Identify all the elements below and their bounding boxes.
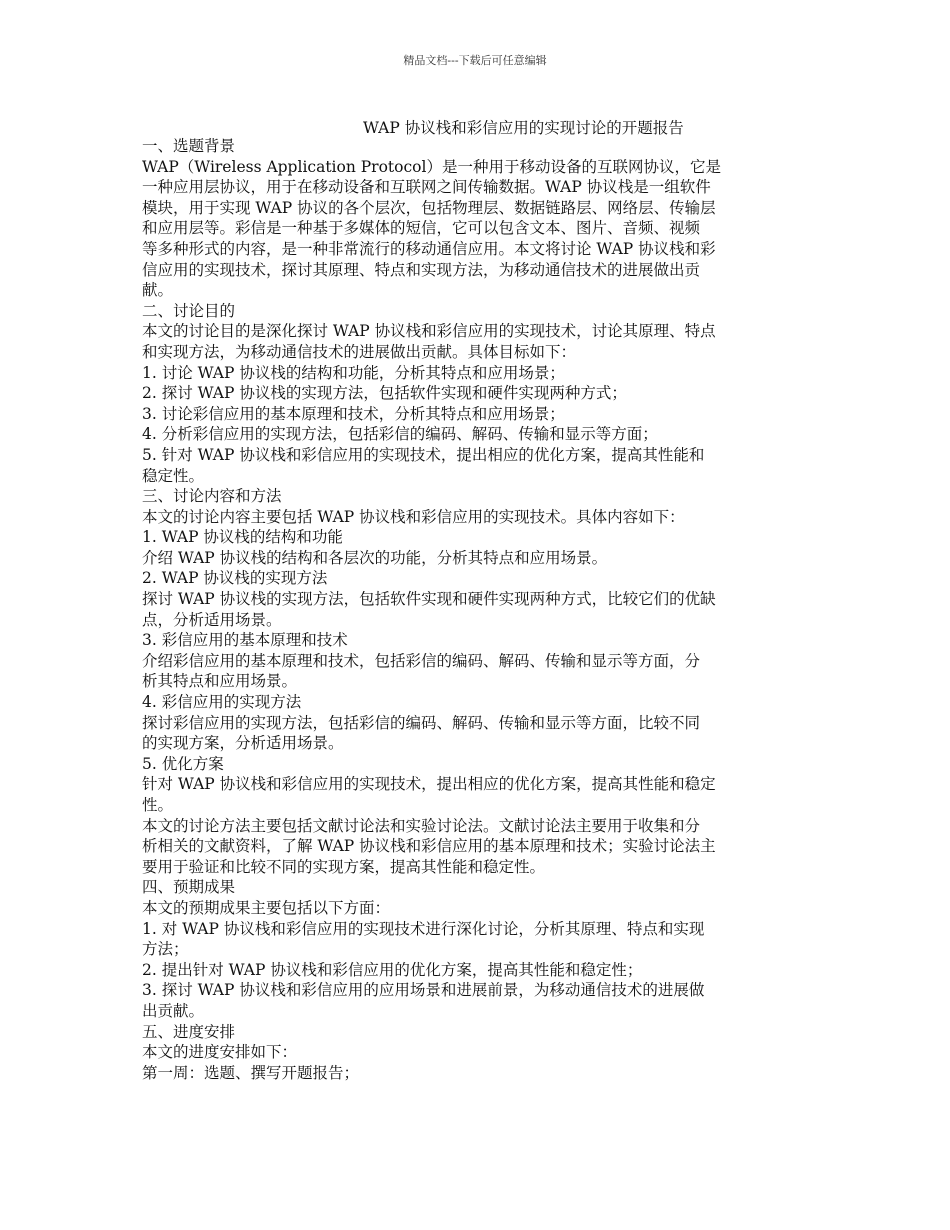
body-line: 方法； bbox=[142, 940, 189, 959]
body-line: 3. 讨论彩信应用的基本原理和技术，分析其特点和应用场景； bbox=[142, 404, 565, 423]
body-line: 1. 对 WAP 协议栈和彩信应用的实现技术进行深化讨论，分析其原理、特点和实现 bbox=[142, 919, 705, 938]
body-line: 四、预期成果 bbox=[142, 878, 236, 897]
body-line: 和实现方法，为移动通信技术的进展做出贡献。具体目标如下： bbox=[142, 342, 577, 361]
body-line: 析其特点和应用场景。 bbox=[142, 672, 298, 691]
body-line: 五、进度安排 bbox=[142, 1022, 236, 1041]
body-line: 1. WAP 协议栈的结构和功能 bbox=[142, 528, 343, 547]
body-line: 等多种形式的内容，是一种非常流行的移动通信应用。本文将讨论 WAP 协议栈和彩 bbox=[142, 239, 716, 258]
body-line: 本文的讨论目的是深化探讨 WAP 协议栈和彩信应用的实现技术，讨论其原理、特点 bbox=[142, 322, 716, 341]
body-line: 本文的预期成果主要包括以下方面： bbox=[142, 898, 391, 917]
body-line: 第一周：选题、撰写开题报告； bbox=[142, 1063, 360, 1082]
body-line: 一、选题背景 bbox=[142, 137, 236, 155]
body-line: WAP（Wireless Application Protocol）是一种用于移动设备的互联网协议，它是 bbox=[142, 157, 721, 176]
document-body bbox=[142, 136, 818, 1083]
body-line: 探讨彩信应用的实现方法，包括彩信的编码、解码、传输和显示等方面，比较不同 bbox=[142, 713, 701, 732]
body-line: 针对 WAP 协议栈和彩信应用的实现技术，提出相应的优化方案，提高其性能和稳定 bbox=[142, 775, 716, 794]
body-line: 本文的讨论内容主要包括 WAP 协议栈和彩信应用的实现技术。具体内容如下： bbox=[142, 507, 685, 526]
body-line: 1. 讨论 WAP 协议栈的结构和功能，分析其特点和应用场景； bbox=[142, 363, 565, 382]
body-line: 介绍 WAP 协议栈的结构和各层次的功能，分析其特点和应用场景。 bbox=[142, 548, 608, 567]
body-line: 2. WAP 协议栈的实现方法 bbox=[142, 569, 328, 588]
body-line: 2. 探讨 WAP 协议栈的实现方法，包括软件实现和硬件实现两种方式； bbox=[142, 384, 627, 403]
body-line: 3. 彩信应用的基本原理和技术 bbox=[142, 631, 348, 650]
body-line: 4. 分析彩信应用的实现方法，包括彩信的编码、解码、传输和显示等方面； bbox=[142, 425, 658, 444]
body-line: 一种应用层协议，用于在移动设备和互联网之间传输数据。WAP 协议栈是一组软件 bbox=[142, 178, 711, 197]
body-line: 探讨 WAP 协议栈的实现方法，包括软件实现和硬件实现两种方式，比较它们的优缺 bbox=[142, 590, 716, 609]
body-line: 稳定性。 bbox=[142, 466, 205, 485]
body-line: 本文的讨论方法主要包括文献讨论法和实验讨论法。文献讨论法主要用于收集和分 bbox=[142, 816, 701, 835]
body-line: 5. 优化方案 bbox=[142, 754, 224, 773]
body-line: 的实现方案，分析适用场景。 bbox=[142, 734, 344, 753]
body-line: 模块，用于实现 WAP 协议的各个层次，包括物理层、数据链路层、网络层、传输层 bbox=[142, 198, 716, 217]
body-line: 三、讨论内容和方法 bbox=[142, 487, 282, 506]
body-line: 3. 探讨 WAP 协议栈和彩信应用的应用场景和进展前景，为移动通信技术的进展做 bbox=[142, 981, 705, 1000]
body-line: 二、讨论目的 bbox=[142, 301, 236, 320]
body-line: 性。 bbox=[142, 796, 174, 814]
body-line: 析相关的文献资料，了解 WAP 协议栈和彩信应用的基本原理和技术；实验讨论法主 bbox=[142, 837, 716, 856]
body-line: 2. 提出针对 WAP 协议栈和彩信应用的优化方案，提高其性能和稳定性； bbox=[142, 960, 643, 979]
body-line: 介绍彩信应用的基本原理和技术，包括彩信的编码、解码、传输和显示等方面，分 bbox=[142, 651, 701, 670]
body-line: 本文的进度安排如下： bbox=[142, 1043, 298, 1062]
body-line: 出贡献。 bbox=[142, 1001, 205, 1020]
body-line: 5. 针对 WAP 协议栈和彩信应用的实现技术，提出相应的优化方案，提高其性能和 bbox=[142, 445, 705, 464]
page-header: 精品文档---下载后可任意编辑 bbox=[403, 54, 547, 67]
body-line: 和应用层等。彩信是一种基于多媒体的短信，它可以包含文本、图片、音频、视频 bbox=[142, 219, 701, 238]
body-line: 信应用的实现技术，探讨其原理、特点和实现方法，为移动通信技术的进展做出贡 bbox=[142, 260, 701, 279]
body-line: 4. 彩信应用的实现方法 bbox=[142, 693, 302, 712]
body-line: 点，分析适用场景。 bbox=[142, 610, 282, 629]
document-title: WAP 协议栈和彩信应用的实现讨论的开题报告 bbox=[363, 119, 684, 137]
body-line: 献。 bbox=[142, 281, 174, 300]
body-line: 要用于验证和比较不同的实现方案，提高其性能和稳定性。 bbox=[142, 857, 546, 876]
